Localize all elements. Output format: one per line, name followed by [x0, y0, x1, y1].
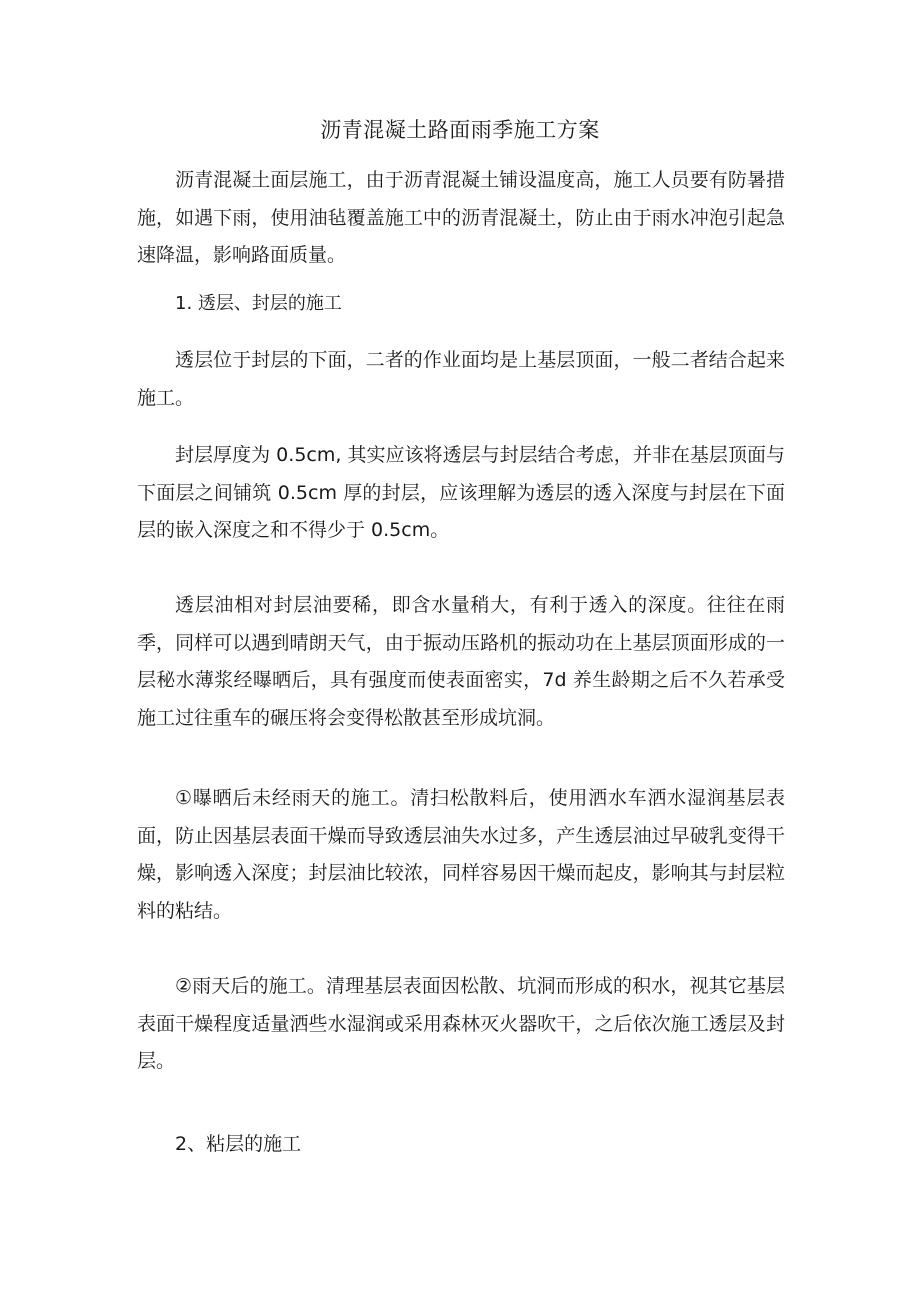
document-title: 沥青混凝土路面雨季施工方案 [320, 118, 600, 142]
paragraph-3: 透层油相对封层油要稀，即含水量稍大，有利于透入的深度。往往在雨季，同样可以遇到晴朗天气，由于振动压路机的振动功在上基层顶面形成的一层秘水薄浆经曝晒后，具有强度而使表面密实，7d 养生龄期之后不久若承受施工过往重车的碾压将会变得松散甚至形成坑洞。 [137, 594, 785, 729]
paragraph-5: ②雨天后的施工。清理基层表面因松散、坑洞而形成的积水，视其它基层表面干燥程度适量洒些水湿润或采用森林灭火器吹干，之后依次施工透层及封层。 [137, 975, 785, 1072]
paragraph-2: 封层厚度为 0.5cm, 其实应该将透层与封层结合考虑，并非在基层顶面与下面层之间铺筑 0.5cm 厚的封层，应该理解为透层的透入深度与封层在下面层的嵌入深度之和不得少于 0.5cm。 [137, 444, 785, 541]
section-1-heading: 1. 透层、封层的施工 [175, 293, 342, 314]
intro-paragraph: 沥青混凝土面层施工，由于沥青混凝土铺设温度高，施工人员要有防暑措施，如遇下雨，使用油毡覆盖施工中的沥青混凝土，防止由于雨水冲泡引起急速降温，影响路面质量。 [137, 169, 785, 266]
paragraph-1: 透层位于封层的下面，二者的作业面均是上基层顶面，一般二者结合起来施工。 [137, 349, 785, 409]
paragraph-4: ①曝晒后未经雨天的施工。清扫松散料后，使用洒水车洒水湿润基层表面，防止因基层表面干燥而导致透层油失水过多，产生透层油过早破乳变得干燥，影响透入深度；封层油比较浓，同样容易因干燥而起皮，影响其与封层粒料的粘结。 [137, 787, 785, 922]
section-2-heading: 2、粘层的施工 [175, 1133, 302, 1155]
